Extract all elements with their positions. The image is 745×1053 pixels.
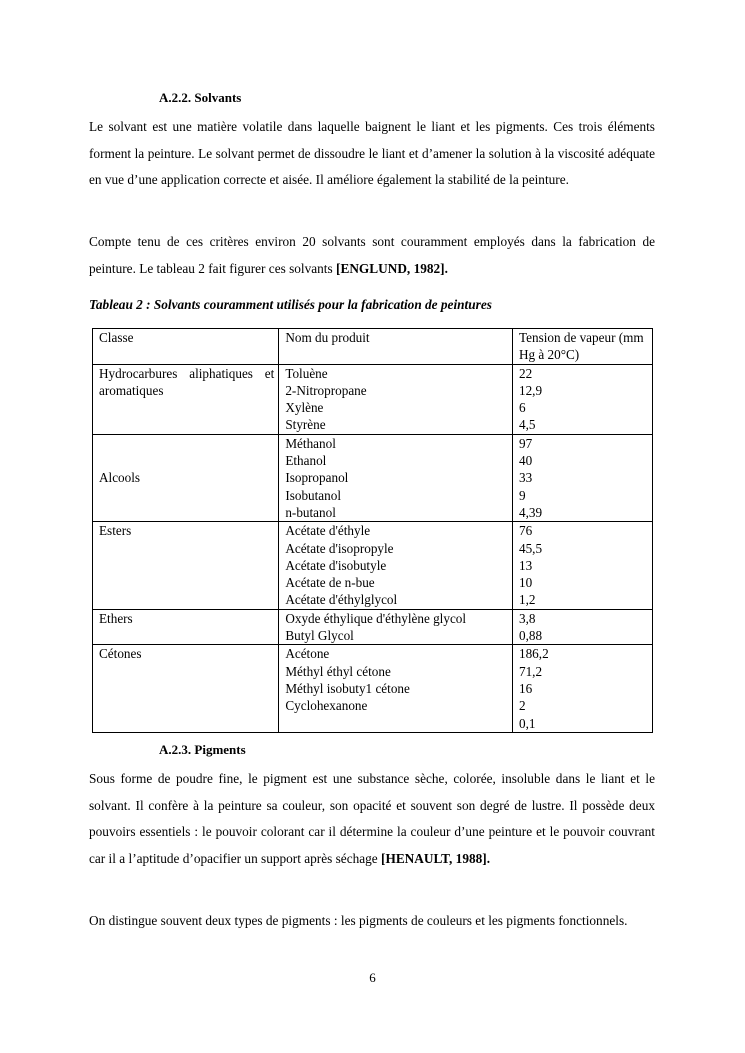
header-nom-produit: Nom du produit — [279, 329, 513, 365]
paragraph-solvant-count — [89, 229, 655, 282]
cell-values — [512, 434, 652, 521]
table-row — [93, 645, 653, 732]
cell-values — [512, 364, 652, 434]
product-name: Styrène — [285, 417, 326, 433]
paragraph-pigment-definition — [89, 766, 655, 872]
cell-products — [279, 645, 513, 732]
cell-classe: Esters — [93, 522, 279, 609]
vapor-pressure-value: 76 — [518, 523, 533, 539]
product-name: 2-Nitropropane — [285, 382, 367, 398]
vapor-pressure-value: 12,9 — [518, 382, 543, 398]
table-header-row — [93, 329, 653, 365]
paragraph-pigment-types: On distingue souvent deux types de pigments : les pigments de couleurs et les pigments fonctionnels. — [89, 913, 628, 928]
product-name: Acétate d'isobutyle — [285, 557, 387, 573]
vapor-pressure-value: 4,39 — [518, 504, 543, 520]
paragraph-solvant-definition: Le solvant est une matière volatile dans laquelle baignent le liant et les pigments. Ces trois éléments forment la peinture. Le solvant permet de dissoudre le liant et d’amener la solution à la viscosité adéquate en vue d’une application correcte et aisée. Il améliore également la stabilité de la peinture. — [89, 119, 655, 187]
product-name: Isopropanol — [285, 470, 349, 486]
product-name: Acétone — [285, 646, 330, 662]
product-name: Méthyl éthyl cétone — [285, 663, 391, 679]
cell-products — [279, 522, 513, 609]
product-name: Acétate d'éthyle — [285, 523, 371, 539]
product-name: Xylène — [285, 400, 324, 416]
cell-products — [279, 434, 513, 521]
product-name: Oxyde éthylique d'éthylène glycol — [285, 610, 467, 626]
table-row — [93, 522, 653, 609]
table-caption: Tableau 2 : Solvants couramment utilisés pour la fabrication de peintures — [89, 297, 492, 312]
vapor-pressure-value: 1,2 — [518, 592, 536, 608]
header-classe: Classe — [93, 329, 279, 365]
product-name: Butyl Glycol — [285, 628, 354, 644]
cell-products — [279, 364, 513, 434]
vapor-pressure-value: 45,5 — [518, 540, 543, 556]
product-name: Méthyl isobuty1 cétone — [285, 680, 410, 696]
vapor-pressure-value: 97 — [518, 435, 533, 451]
product-name: n-butanol — [285, 504, 336, 520]
cell-products — [279, 609, 513, 645]
page-number: 6 — [369, 970, 376, 985]
vapor-pressure-value: 71,2 — [518, 663, 543, 679]
cell-classe: Ethers — [93, 609, 279, 645]
header-tension-vapeur: Tension de vapeur (mm Hg à 20°C) — [512, 329, 652, 365]
cell-values — [512, 645, 652, 732]
vapor-pressure-value: 40 — [518, 453, 533, 469]
product-name: Isobutanol — [285, 487, 342, 503]
section-heading-pigments: A.2.3. Pigments — [159, 742, 246, 757]
vapor-pressure-value: 186,2 — [518, 646, 549, 662]
vapor-pressure-value: 10 — [518, 575, 533, 591]
solvents-table — [92, 328, 653, 733]
vapor-pressure-value: 9 — [518, 487, 526, 503]
cell-values — [512, 609, 652, 645]
product-name: Cyclohexanone — [285, 698, 368, 714]
vapor-pressure-value: 2 — [518, 698, 526, 714]
table-row — [93, 364, 653, 434]
vapor-pressure-value: 16 — [518, 680, 533, 696]
vapor-pressure-value: 4,5 — [518, 417, 536, 433]
reference-henault: [HENAULT, 1988]. — [381, 850, 491, 866]
product-name: Acétate de n-bue — [285, 575, 375, 591]
vapor-pressure-value: 0,1 — [518, 715, 536, 731]
product-name: Acétate d'isopropyle — [285, 540, 394, 556]
cell-classe: Cétones — [93, 645, 279, 732]
cell-classe: Alcools — [93, 434, 279, 521]
vapor-pressure-value: 3,8 — [518, 610, 536, 626]
vapor-pressure-value: 22 — [518, 365, 533, 381]
cell-classe: Hydrocarbures aliphatiques et aromatiques — [93, 364, 279, 434]
vapor-pressure-value: 0,88 — [518, 628, 543, 644]
paragraph-text: Sous forme de poudre fine, le pigment est une substance sèche, colorée, insoluble dans le liant et le solvant. Il confère à la peinture sa couleur, son opacité et souvent son degré de lustre. Il possède deux pouvoirs essentiels : le pouvoir colorant car il détermine la couleur d’une peinture et le pouvoir couvrant car il a l’aptitude d’opacifier un support après séchage — [89, 771, 655, 866]
table-row — [93, 434, 653, 521]
reference-englund: [ENGLUND, 1982]. — [336, 260, 448, 276]
product-name: Toluène — [285, 365, 328, 381]
section-heading-solvants: A.2.2. Solvants — [159, 90, 242, 105]
vapor-pressure-value: 6 — [518, 400, 526, 416]
table-row — [93, 609, 653, 645]
vapor-pressure-value: 13 — [518, 557, 533, 573]
product-name: Ethanol — [285, 453, 327, 469]
product-name: Acétate d'éthylglycol — [285, 592, 398, 608]
product-name: Méthanol — [285, 435, 336, 451]
paragraph-text: Compte tenu de ces critères environ 20 solvants sont couramment employés dans la fabrication de peinture. Le tableau 2 fait figurer ces solvants — [89, 234, 655, 276]
cell-values — [512, 522, 652, 609]
vapor-pressure-value: 33 — [518, 470, 533, 486]
